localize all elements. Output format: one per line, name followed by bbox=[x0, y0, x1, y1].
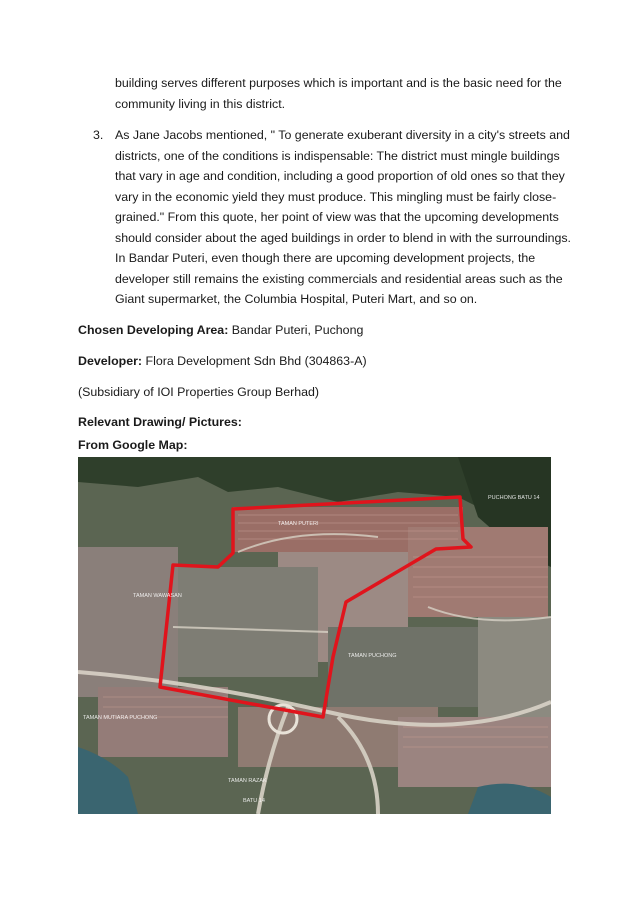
map-label-taman-razak: TAMAN RAZAK bbox=[228, 778, 267, 784]
chosen-area-value: Bandar Puteri, Puchong bbox=[231, 323, 364, 337]
map-graphic bbox=[78, 457, 551, 814]
item-3-number: 3. bbox=[93, 128, 104, 142]
item-3-example-paragraph: In Bandar Puteri, even though there are upcoming development projects, the developer still remains the existing commercials and residential areas such as the Giant supermarket, the Columbia Hospital, Puteri Mart, and so on. bbox=[115, 251, 563, 306]
drawings-heading bbox=[78, 414, 242, 431]
developer-value: Flora Development Sdn Bhd (304863-A) bbox=[145, 354, 367, 368]
map-label-batu-14: BATU 14 bbox=[243, 798, 265, 804]
map-label-taman-wawasan: TAMAN WAWASAN bbox=[133, 593, 182, 599]
subsidiary-line: (Subsidiary of IOI Properties Group Berhad) bbox=[78, 385, 320, 399]
google-map-satellite-image bbox=[78, 457, 551, 814]
map-label-puchong-batu-14: PUCHONG BATU 14 bbox=[488, 495, 540, 501]
item-3-quote-paragraph: As Jane Jacobs mentioned, " To generate exuberant diversity in a city's streets and districts, one of the conditions is indispensable: The district must mingle buildings that vary in age and condition, including a good proportion of old ones so that they vary in the economic yield they must produce. This mingling must be fairly close-grained." From this quote, her point of view was that the upcoming developments should consider about the aged buildings in order to blend in with the surroundings. bbox=[115, 128, 572, 245]
map-label-taman-puchong: TAMAN PUCHONG bbox=[348, 653, 397, 659]
chosen-area-line bbox=[78, 322, 363, 339]
google-map-heading bbox=[78, 437, 187, 454]
map-label-taman-mutiara-puchong: TAMAN MUTIARA PUCHONG bbox=[83, 715, 158, 721]
item-2-continuation bbox=[115, 73, 575, 114]
developer-line bbox=[78, 353, 367, 370]
map-label-taman-puteri: TAMAN PUTERI bbox=[278, 521, 319, 527]
chosen-area-label: Chosen Developing Area: bbox=[78, 323, 229, 337]
google-map-heading-text: From Google Map: bbox=[78, 438, 188, 452]
developer-label: Developer: bbox=[78, 354, 143, 368]
item-2-text: building serves different purposes which is important and is the basic need for the community living in this district. bbox=[115, 76, 562, 111]
drawings-heading-text: Relevant Drawing/ Pictures: bbox=[78, 415, 242, 429]
item-3 bbox=[115, 125, 575, 310]
